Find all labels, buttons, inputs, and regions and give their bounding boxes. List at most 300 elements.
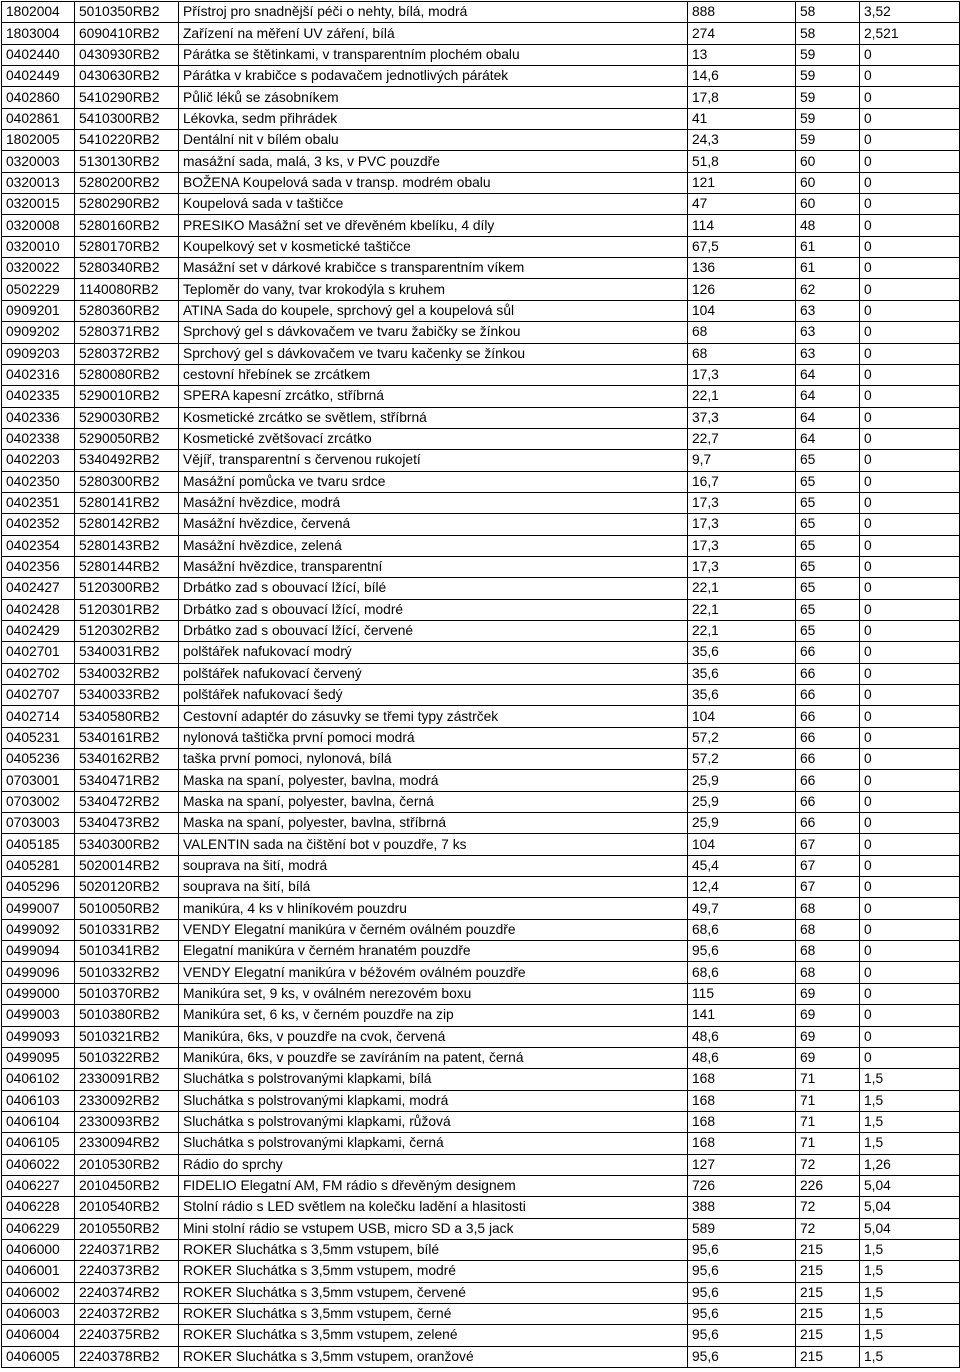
page-cell: 66 (796, 706, 860, 727)
product-name-cell: masážní sada, malá, 3 ks, v PVC pouzdře (179, 151, 688, 172)
catalog-code-cell: 5340300RB2 (75, 834, 179, 855)
table-row (2, 236, 960, 257)
catalog-code-cell: 5010332RB2 (75, 962, 179, 983)
price-cell: 22,1 (688, 386, 796, 407)
product-name-cell: Párátka v krabičce s podavačem jednotlivých párátek (179, 66, 688, 87)
catalog-code-cell: 5120301RB2 (75, 599, 179, 620)
table-row (2, 855, 960, 876)
product-name-cell: Drbátko zad s obouvací lžící, červené (179, 620, 688, 641)
item-code-cell: 0320015 (2, 194, 75, 215)
product-name-cell: Sluchátka s polstrovanými klapkami, růžová (179, 1111, 688, 1132)
table-row (2, 1197, 960, 1218)
page-cell: 72 (796, 1154, 860, 1175)
page-cell: 59 (796, 130, 860, 151)
page-cell: 67 (796, 855, 860, 876)
price-cell: 12,4 (688, 877, 796, 898)
product-name-cell: Manikúra, 6ks, v pouzdře na cvok, červená (179, 1026, 688, 1047)
product-name-cell: Sluchátka s polstrovanými klapkami, modrá (179, 1090, 688, 1111)
item-code-cell: 0402429 (2, 620, 75, 641)
product-name-cell: VENDY Elegatní manikúra v béžovém oválném pouzdře (179, 962, 688, 983)
price-cell: 95,6 (688, 941, 796, 962)
product-name-cell: ROKER Sluchátka s 3,5mm vstupem, oranžové (179, 1346, 688, 1367)
table-row (2, 428, 960, 449)
catalog-code-cell: 5280141RB2 (75, 492, 179, 513)
table-row (2, 620, 960, 641)
product-name-cell: FIDELIO Elegatní AM, FM rádio s dřevěným designem (179, 1175, 688, 1196)
price-cell: 49,7 (688, 898, 796, 919)
page-cell: 63 (796, 343, 860, 364)
price-cell: 115 (688, 983, 796, 1004)
page-cell: 71 (796, 1111, 860, 1132)
fee-cell: 0 (860, 535, 960, 556)
product-name-cell: ROKER Sluchátka s 3,5mm vstupem, bílé (179, 1239, 688, 1260)
catalog-code-cell: 5340033RB2 (75, 685, 179, 706)
item-code-cell: 0909202 (2, 322, 75, 343)
table-row (2, 578, 960, 599)
catalog-code-cell: 5280200RB2 (75, 172, 179, 193)
item-code-cell: 0402714 (2, 706, 75, 727)
price-cell: 68,6 (688, 962, 796, 983)
item-code-cell: 0402701 (2, 642, 75, 663)
product-name-cell: Koupelová sada v taštičce (179, 194, 688, 215)
catalog-code-cell: 5280340RB2 (75, 258, 179, 279)
fee-cell: 0 (860, 108, 960, 129)
page-cell: 65 (796, 535, 860, 556)
table-row (2, 172, 960, 193)
page-cell: 68 (796, 898, 860, 919)
product-name-cell: Lékovka, sedm přihrádek (179, 108, 688, 129)
item-code-cell: 0402702 (2, 663, 75, 684)
catalog-code-cell: 5340031RB2 (75, 642, 179, 663)
page-cell: 63 (796, 300, 860, 321)
price-cell: 888 (688, 2, 796, 23)
item-code-cell: 0499093 (2, 1026, 75, 1047)
product-name-cell: Půlič léků se zásobníkem (179, 87, 688, 108)
table-row (2, 599, 960, 620)
product-name-cell: Sprchový gel s dávkovačem ve tvaru žabičky se žínkou (179, 322, 688, 343)
item-code-cell: 0406003 (2, 1303, 75, 1324)
catalog-code-cell: 5280290RB2 (75, 194, 179, 215)
item-code-cell: 0909203 (2, 343, 75, 364)
page-cell: 66 (796, 685, 860, 706)
catalog-code-cell: 5340492RB2 (75, 450, 179, 471)
page-cell: 68 (796, 941, 860, 962)
table-row (2, 919, 960, 940)
item-code-cell: 0502229 (2, 279, 75, 300)
price-cell: 17,3 (688, 535, 796, 556)
product-name-cell: ROKER Sluchátka s 3,5mm vstupem, červené (179, 1282, 688, 1303)
page-cell: 69 (796, 983, 860, 1004)
page-cell: 68 (796, 919, 860, 940)
product-name-cell: souprava na šití, modrá (179, 855, 688, 876)
price-cell: 22,1 (688, 620, 796, 641)
price-cell: 17,3 (688, 364, 796, 385)
catalog-code-cell: 2010550RB2 (75, 1218, 179, 1239)
page-cell: 65 (796, 578, 860, 599)
item-code-cell: 0499003 (2, 1005, 75, 1026)
item-code-cell: 0402350 (2, 471, 75, 492)
page-cell: 72 (796, 1218, 860, 1239)
fee-cell: 5,04 (860, 1197, 960, 1218)
catalog-code-cell: 5290010RB2 (75, 386, 179, 407)
fee-cell: 0 (860, 322, 960, 343)
item-code-cell: 0405296 (2, 877, 75, 898)
item-code-cell: 0402861 (2, 108, 75, 129)
fee-cell: 1,5 (860, 1239, 960, 1260)
price-cell: 47 (688, 194, 796, 215)
fee-cell: 1,5 (860, 1303, 960, 1324)
table-row (2, 1303, 960, 1324)
page-cell: 67 (796, 834, 860, 855)
fee-cell: 0 (860, 151, 960, 172)
catalog-code-cell: 5010380RB2 (75, 1005, 179, 1026)
fee-cell: 1,5 (860, 1261, 960, 1282)
product-name-cell: Přístroj pro snadnější péči o nehty, bílá, modrá (179, 2, 688, 23)
page-cell: 59 (796, 108, 860, 129)
fee-cell: 0 (860, 620, 960, 641)
price-cell: 168 (688, 1090, 796, 1111)
price-cell: 17,3 (688, 556, 796, 577)
price-cell: 37,3 (688, 407, 796, 428)
item-code-cell: 0405231 (2, 727, 75, 748)
table-row (2, 364, 960, 385)
page-cell: 48 (796, 215, 860, 236)
catalog-code-cell: 5120300RB2 (75, 578, 179, 599)
product-name-cell: polštářek nafukovací modrý (179, 642, 688, 663)
item-code-cell: 0909201 (2, 300, 75, 321)
item-code-cell: 0320008 (2, 215, 75, 236)
fee-cell: 0 (860, 215, 960, 236)
catalog-code-cell: 5020014RB2 (75, 855, 179, 876)
fee-cell: 0 (860, 258, 960, 279)
catalog-code-cell: 5410220RB2 (75, 130, 179, 151)
fee-cell: 0 (860, 663, 960, 684)
table-row (2, 215, 960, 236)
table-row (2, 962, 960, 983)
page-cell: 61 (796, 236, 860, 257)
catalog-code-cell: 5340580RB2 (75, 706, 179, 727)
table-row (2, 1282, 960, 1303)
product-name-cell: Maska na spaní, polyester, bavlna, modrá (179, 770, 688, 791)
page-cell: 64 (796, 386, 860, 407)
page-cell: 59 (796, 87, 860, 108)
product-name-cell: Maska na spaní, polyester, bavlna, černá (179, 791, 688, 812)
product-name-cell: BOŽENA Koupelová sada v transp. modrém obalu (179, 172, 688, 193)
price-cell: 25,9 (688, 791, 796, 812)
price-cell: 136 (688, 258, 796, 279)
catalog-code-cell: 2240378RB2 (75, 1346, 179, 1367)
table-body (2, 2, 960, 1368)
catalog-code-cell: 5280300RB2 (75, 471, 179, 492)
fee-cell: 0 (860, 450, 960, 471)
product-name-cell: Teploměr do vany, tvar krokodýla s kruhem (179, 279, 688, 300)
table-row (2, 1261, 960, 1282)
page-cell: 65 (796, 514, 860, 535)
item-code-cell: 0406005 (2, 1346, 75, 1367)
page-cell: 62 (796, 279, 860, 300)
catalog-code-cell: 5120302RB2 (75, 620, 179, 641)
price-cell: 168 (688, 1069, 796, 1090)
catalog-code-cell: 2240375RB2 (75, 1325, 179, 1346)
catalog-code-cell: 5020120RB2 (75, 877, 179, 898)
table-row (2, 1133, 960, 1154)
product-name-cell: Sluchátka s polstrovanými klapkami, bílá (179, 1069, 688, 1090)
page-cell: 65 (796, 620, 860, 641)
page-cell: 58 (796, 23, 860, 44)
item-code-cell: 0320013 (2, 172, 75, 193)
page-cell: 69 (796, 1005, 860, 1026)
table-row (2, 87, 960, 108)
item-code-cell: 0402427 (2, 578, 75, 599)
product-name-cell: VENDY Elegatní manikúra v černém oválném pouzdře (179, 919, 688, 940)
item-code-cell: 0402707 (2, 685, 75, 706)
item-code-cell: 0406004 (2, 1325, 75, 1346)
fee-cell: 0 (860, 834, 960, 855)
price-cell: 48,6 (688, 1026, 796, 1047)
page-cell: 65 (796, 450, 860, 471)
item-code-cell: 0402428 (2, 599, 75, 620)
item-code-cell: 0499095 (2, 1047, 75, 1068)
price-cell: 95,6 (688, 1282, 796, 1303)
table-row (2, 941, 960, 962)
table-row (2, 386, 960, 407)
product-name-cell: Drbátko zad s obouvací lžící, modré (179, 599, 688, 620)
catalog-code-cell: 5410290RB2 (75, 87, 179, 108)
fee-cell: 0 (860, 962, 960, 983)
item-code-cell: 0402860 (2, 87, 75, 108)
product-name-cell: Elegatní manikúra v černém hranatém pouzdře (179, 941, 688, 962)
page-cell: 58 (796, 2, 860, 23)
fee-cell: 1,5 (860, 1090, 960, 1111)
item-code-cell: 0406104 (2, 1111, 75, 1132)
item-code-cell: 0320022 (2, 258, 75, 279)
price-cell: 68,6 (688, 919, 796, 940)
product-name-cell: Sprchový gel s dávkovačem ve tvaru kačenky se žínkou (179, 343, 688, 364)
catalog-code-cell: 2010450RB2 (75, 1175, 179, 1196)
fee-cell: 0 (860, 578, 960, 599)
catalog-code-cell: 2330094RB2 (75, 1133, 179, 1154)
catalog-code-cell: 5410300RB2 (75, 108, 179, 129)
item-code-cell: 0402352 (2, 514, 75, 535)
page-cell: 215 (796, 1346, 860, 1367)
item-code-cell: 0406228 (2, 1197, 75, 1218)
product-name-cell: polštářek nafukovací šedý (179, 685, 688, 706)
fee-cell: 0 (860, 343, 960, 364)
item-code-cell: 0320003 (2, 151, 75, 172)
catalog-code-cell: 5010370RB2 (75, 983, 179, 1004)
item-code-cell: 1802005 (2, 130, 75, 151)
fee-cell: 0 (860, 1026, 960, 1047)
table-row (2, 279, 960, 300)
fee-cell: 0 (860, 706, 960, 727)
fee-cell: 0 (860, 556, 960, 577)
product-name-cell: ATINA Sada do koupele, sprchový gel a koupelová sůl (179, 300, 688, 321)
fee-cell: 0 (860, 130, 960, 151)
product-name-cell: Cestovní adaptér do zásuvky se třemi typy zástrček (179, 706, 688, 727)
fee-cell: 0 (860, 727, 960, 748)
table-row (2, 300, 960, 321)
table-row (2, 834, 960, 855)
table-row (2, 898, 960, 919)
product-name-cell: Kosmetické zvětšovací zrcátko (179, 428, 688, 449)
fee-cell: 0 (860, 749, 960, 770)
product-name-cell: Manikúra set, 9 ks, v oválném nerezovém boxu (179, 983, 688, 1004)
page-cell: 59 (796, 44, 860, 65)
catalog-code-cell: 5010341RB2 (75, 941, 179, 962)
fee-cell: 1,5 (860, 1133, 960, 1154)
table-row (2, 1218, 960, 1239)
table-row (2, 1175, 960, 1196)
table-row (2, 514, 960, 535)
item-code-cell: 0402335 (2, 386, 75, 407)
catalog-code-cell: 5280080RB2 (75, 364, 179, 385)
product-name-cell: Vějíř, transparentní s červenou rukojetí (179, 450, 688, 471)
page-cell: 69 (796, 1047, 860, 1068)
catalog-code-cell: 2330093RB2 (75, 1111, 179, 1132)
fee-cell: 0 (860, 642, 960, 663)
fee-cell: 0 (860, 87, 960, 108)
price-cell: 51,8 (688, 151, 796, 172)
catalog-code-cell: 5280170RB2 (75, 236, 179, 257)
table-row (2, 877, 960, 898)
fee-cell: 0 (860, 685, 960, 706)
product-name-cell: Masážní hvězdice, modrá (179, 492, 688, 513)
catalog-code-cell: 0430930RB2 (75, 44, 179, 65)
catalog-code-cell: 5290050RB2 (75, 428, 179, 449)
price-cell: 22,1 (688, 599, 796, 620)
item-code-cell: 0320010 (2, 236, 75, 257)
fee-cell: 5,04 (860, 1218, 960, 1239)
price-cell: 68 (688, 343, 796, 364)
price-cell: 17,8 (688, 87, 796, 108)
item-code-cell: 0406227 (2, 1175, 75, 1196)
fee-cell: 0 (860, 194, 960, 215)
table-row (2, 108, 960, 129)
price-cell: 121 (688, 172, 796, 193)
page-cell: 66 (796, 663, 860, 684)
item-code-cell: 0402203 (2, 450, 75, 471)
catalog-code-cell: 5290030RB2 (75, 407, 179, 428)
item-code-cell: 0405281 (2, 855, 75, 876)
page-cell: 67 (796, 877, 860, 898)
fee-cell: 1,26 (860, 1154, 960, 1175)
page-cell: 66 (796, 770, 860, 791)
page-cell: 71 (796, 1133, 860, 1154)
price-cell: 95,6 (688, 1239, 796, 1260)
page-cell: 66 (796, 642, 860, 663)
table-row (2, 1069, 960, 1090)
product-name-cell: SPERA kapesní zrcátko, stříbrná (179, 386, 688, 407)
page-cell: 215 (796, 1239, 860, 1260)
price-cell: 68 (688, 322, 796, 343)
catalog-code-cell: 5280142RB2 (75, 514, 179, 535)
fee-cell: 1,5 (860, 1069, 960, 1090)
price-cell: 25,9 (688, 770, 796, 791)
product-name-cell: Dentální nit v bílém obalu (179, 130, 688, 151)
price-cell: 35,6 (688, 663, 796, 684)
price-cell: 14,6 (688, 66, 796, 87)
table-row (2, 663, 960, 684)
price-cell: 17,3 (688, 492, 796, 513)
catalog-code-cell: 5340472RB2 (75, 791, 179, 812)
page-cell: 69 (796, 1026, 860, 1047)
catalog-code-cell: 5010322RB2 (75, 1047, 179, 1068)
table-row (2, 194, 960, 215)
page-cell: 59 (796, 66, 860, 87)
product-name-cell: cestovní hřebínek se zrcátkem (179, 364, 688, 385)
item-code-cell: 1802004 (2, 2, 75, 23)
table-row (2, 258, 960, 279)
item-code-cell: 0703003 (2, 813, 75, 834)
item-code-cell: 0406105 (2, 1133, 75, 1154)
item-code-cell: 0406102 (2, 1069, 75, 1090)
fee-cell: 1,5 (860, 1325, 960, 1346)
price-cell: 35,6 (688, 642, 796, 663)
price-cell: 726 (688, 1175, 796, 1196)
catalog-code-cell: 5010050RB2 (75, 898, 179, 919)
fee-cell: 0 (860, 791, 960, 812)
page-cell: 66 (796, 791, 860, 812)
table-row (2, 450, 960, 471)
page-cell: 66 (796, 813, 860, 834)
catalog-code-cell: 6090410RB2 (75, 23, 179, 44)
product-name-cell: Masážní hvězdice, červená (179, 514, 688, 535)
price-cell: 24,3 (688, 130, 796, 151)
table-row (2, 1154, 960, 1175)
page-cell: 60 (796, 194, 860, 215)
page-cell: 71 (796, 1090, 860, 1111)
item-code-cell: 0402336 (2, 407, 75, 428)
table-row (2, 343, 960, 364)
fee-cell: 0 (860, 364, 960, 385)
fee-cell: 0 (860, 855, 960, 876)
fee-cell: 0 (860, 407, 960, 428)
price-cell: 274 (688, 23, 796, 44)
page-cell: 60 (796, 151, 860, 172)
page-cell: 63 (796, 322, 860, 343)
table-row (2, 813, 960, 834)
page-cell: 72 (796, 1197, 860, 1218)
catalog-code-cell: 5340161RB2 (75, 727, 179, 748)
price-cell: 141 (688, 1005, 796, 1026)
product-name-cell: ROKER Sluchátka s 3,5mm vstupem, zelené (179, 1325, 688, 1346)
catalog-code-cell: 5010321RB2 (75, 1026, 179, 1047)
product-name-cell: Mini stolní rádio se vstupem USB, micro SD a 3,5 jack (179, 1218, 688, 1239)
item-code-cell: 0499000 (2, 983, 75, 1004)
table-row (2, 1026, 960, 1047)
price-cell: 95,6 (688, 1325, 796, 1346)
price-cell: 22,1 (688, 578, 796, 599)
price-cell: 57,2 (688, 749, 796, 770)
fee-cell: 0 (860, 471, 960, 492)
product-name-cell: Sluchátka s polstrovanými klapkami, černá (179, 1133, 688, 1154)
fee-cell: 0 (860, 236, 960, 257)
table-row (2, 471, 960, 492)
table-row (2, 642, 960, 663)
item-code-cell: 1803004 (2, 23, 75, 44)
catalog-code-cell: 2240374RB2 (75, 1282, 179, 1303)
price-cell: 48,6 (688, 1047, 796, 1068)
product-name-cell: Koupelkový set v kosmetické taštičce (179, 236, 688, 257)
table-row (2, 706, 960, 727)
price-cell: 35,6 (688, 685, 796, 706)
fee-cell: 0 (860, 386, 960, 407)
product-name-cell: Masážní pomůcka ve tvaru srdce (179, 471, 688, 492)
fee-cell: 1,5 (860, 1282, 960, 1303)
page-cell: 215 (796, 1261, 860, 1282)
product-name-cell: nylonová taštička první pomoci modrá (179, 727, 688, 748)
item-code-cell: 0406022 (2, 1154, 75, 1175)
